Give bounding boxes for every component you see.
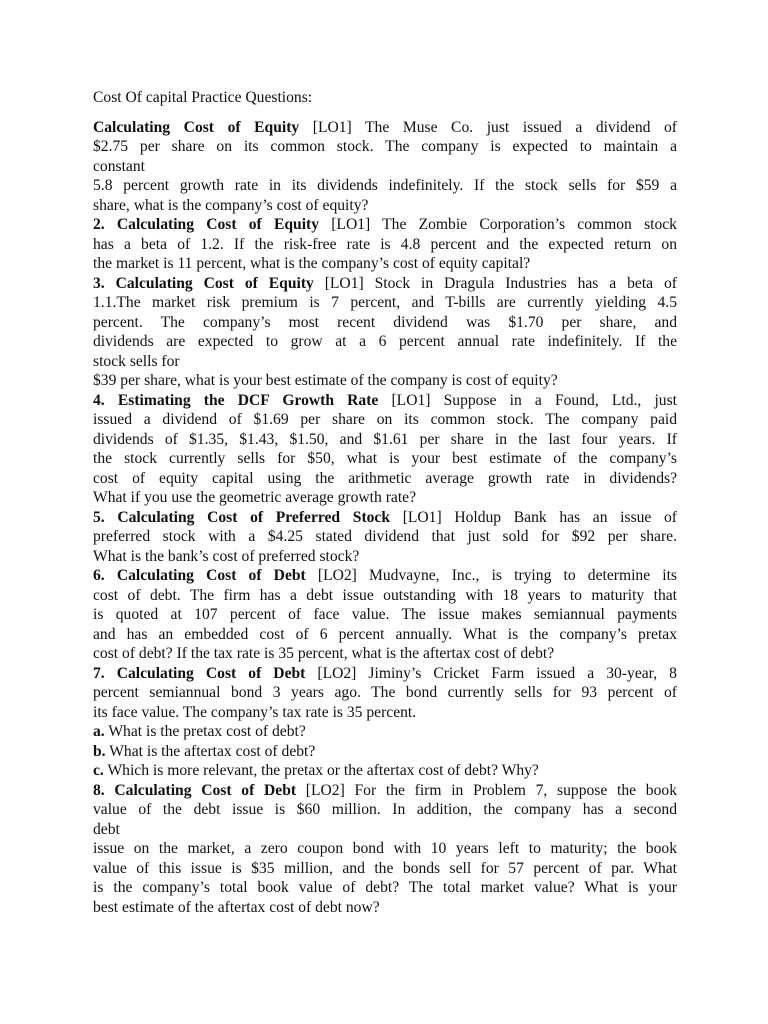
body-text: [LO1] Stock in Dragula Industries has a beta of — [313, 274, 677, 292]
bold-heading-text: 4. Estimating the DCF Growth Rate — [93, 391, 379, 409]
text-line — [93, 430, 677, 450]
body-text: share, what is the company’s cost of equity? — [93, 196, 369, 214]
body-text: 1.1.The market risk premium is 7 percent, and T-bills are currently yielding 4.5 — [93, 294, 677, 311]
text-line — [93, 118, 677, 138]
text-line — [93, 157, 677, 177]
bold-heading-text: 7. Calculating Cost of Debt — [93, 664, 306, 682]
bold-heading-text: 6. Calculating Cost of Debt — [93, 567, 306, 584]
body-text: percent semiannual bond 3 years ago. The bond currently sells for 93 percent of — [93, 684, 677, 701]
text-line — [93, 878, 677, 898]
text-line — [93, 332, 677, 352]
body-text: What if you use the geometric average growth rate? — [93, 489, 416, 506]
body-text: Which is more relevant, the pretax or the aftertax cost of debt? Why? — [103, 762, 539, 779]
body-text: cost of debt? If the tax rate is 35 percent, what is the aftertax cost of debt? — [93, 645, 555, 662]
body-text: What is the aftertax cost of debt? — [105, 742, 316, 760]
body-text: [LO2] Jiminy’s Cricket Farm issued a 30-year, 8 — [305, 664, 677, 682]
text-line — [93, 566, 677, 586]
text-line — [93, 313, 677, 333]
text-line — [93, 547, 677, 567]
body-text: is quoted at 107 percent of face value. The issue makes semiannual payments — [93, 606, 677, 623]
body-text: is the company’s total book value of debt? The total market value? What is your — [93, 879, 677, 896]
text-line — [93, 254, 677, 274]
text-line — [93, 176, 677, 196]
document-title: Cost Of capital Practice Questions: — [93, 89, 313, 106]
text-line — [93, 644, 677, 664]
body-text: What is the bank’s cost of preferred stock? — [93, 547, 360, 565]
document-body — [93, 118, 677, 918]
body-text: 5.8 percent growth rate in its dividends indefinitely. If the stock sells for $59 a — [93, 177, 677, 194]
text-line — [93, 820, 677, 840]
text-line — [93, 586, 677, 606]
bold-heading-text: 5. Calculating Cost of Preferred Stock — [93, 508, 391, 526]
text-line — [93, 137, 677, 157]
body-text: $39 per share, what is your best estimate of the company is cost of equity? — [93, 372, 558, 389]
body-text: [LO1] The Muse Co. just issued a dividend of — [299, 118, 677, 136]
text-line — [93, 781, 677, 801]
body-text: [LO1] The Zombie Corporation’s common stock — [319, 216, 677, 233]
body-text: issue on the market, a zero coupon bond with 10 years left to maturity; the book — [93, 840, 677, 857]
document-page — [93, 88, 677, 917]
text-line — [93, 469, 677, 489]
text-line — [93, 839, 677, 859]
text-line — [93, 683, 677, 703]
text-line — [93, 800, 677, 820]
body-text: cost of debt. The firm has a debt issue outstanding with 18 years to maturity that — [93, 586, 677, 604]
text-line — [93, 371, 677, 391]
body-text: and has an embedded cost of 6 percent annually. What is the company’s pretax — [93, 625, 677, 643]
body-text: preferred stock with a $4.25 stated dividend that just sold for $92 per share. — [93, 528, 677, 545]
text-line — [93, 196, 677, 216]
body-text: [LO1] Holdup Bank has an issue of — [390, 508, 678, 526]
body-text: What is the pretax cost of debt? — [104, 723, 306, 740]
body-text: constant — [93, 157, 145, 175]
text-line — [93, 527, 677, 547]
text-line — [93, 274, 677, 294]
body-text: the market is 11 percent, what is the company’s cost of equity capital? — [93, 255, 531, 272]
text-line — [93, 391, 677, 411]
bold-heading-text: Calculating Cost of Equity — [93, 118, 300, 136]
body-text: cost of equity capital using the arithmetic average growth rate in dividends? — [93, 469, 677, 487]
text-line — [93, 664, 677, 684]
body-text: debt — [93, 820, 120, 838]
text-line — [93, 410, 677, 430]
text-line — [93, 703, 677, 723]
text-line — [93, 449, 677, 469]
bold-heading-text: c. — [93, 762, 104, 779]
bold-heading-text: 2. Calculating Cost of Equity — [93, 216, 320, 233]
text-line — [93, 625, 677, 645]
text-line — [93, 722, 677, 742]
body-text: [LO1] Suppose in a Found, Ltd., just — [378, 391, 677, 409]
body-text: percent. The company’s most recent dividend was $1.70 per share, and — [93, 313, 677, 331]
body-text: issued a dividend of $1.69 per share on its common stock. The company paid — [93, 411, 677, 428]
text-line — [93, 488, 677, 508]
body-text: best estimate of the aftertax cost of debt now? — [93, 898, 380, 916]
text-line — [93, 859, 677, 879]
body-text: dividends are expected to grow at a 6 percent annual rate indefinitely. If the — [93, 333, 677, 350]
text-line — [93, 742, 677, 762]
body-text: its face value. The company’s tax rate is 35 percent. — [93, 703, 417, 721]
text-line — [93, 352, 677, 372]
text-line — [93, 898, 677, 918]
body-text: dividends of $1.35, $1.43, $1.50, and $1.61 per share in the last four years. If — [93, 430, 677, 448]
text-line — [93, 761, 677, 781]
text-line — [93, 293, 677, 313]
body-text: value of the debt issue is $60 million. In addition, the company has a second — [93, 801, 677, 818]
bold-heading-text: b. — [93, 742, 106, 760]
body-text: [LO2] Mudvayne, Inc., is trying to determine its — [305, 567, 677, 584]
text-line — [93, 235, 677, 255]
body-text: $2.75 per share on its common stock. The company is expected to maintain a — [93, 138, 677, 155]
body-text: [LO2] For the firm in Problem 7, suppose the book — [296, 781, 677, 799]
text-line — [93, 215, 677, 235]
bold-heading-text: a. — [93, 723, 105, 740]
bold-heading-text: 8. Calculating Cost of Debt — [93, 781, 297, 799]
body-text: has a beta of 1.2. If the risk-free rate is 4.8 percent and the expected return on — [93, 235, 677, 253]
text-line — [93, 508, 677, 528]
text-line — [93, 605, 677, 625]
bold-heading-text: 3. Calculating Cost of Equity — [93, 274, 314, 292]
body-text: the stock currently sells for $50, what is your best estimate of the company’s — [93, 450, 677, 467]
body-text: stock sells for — [93, 352, 180, 370]
body-text: value of this issue is $35 million, and the bonds sell for 57 percent of par. What — [93, 859, 677, 877]
